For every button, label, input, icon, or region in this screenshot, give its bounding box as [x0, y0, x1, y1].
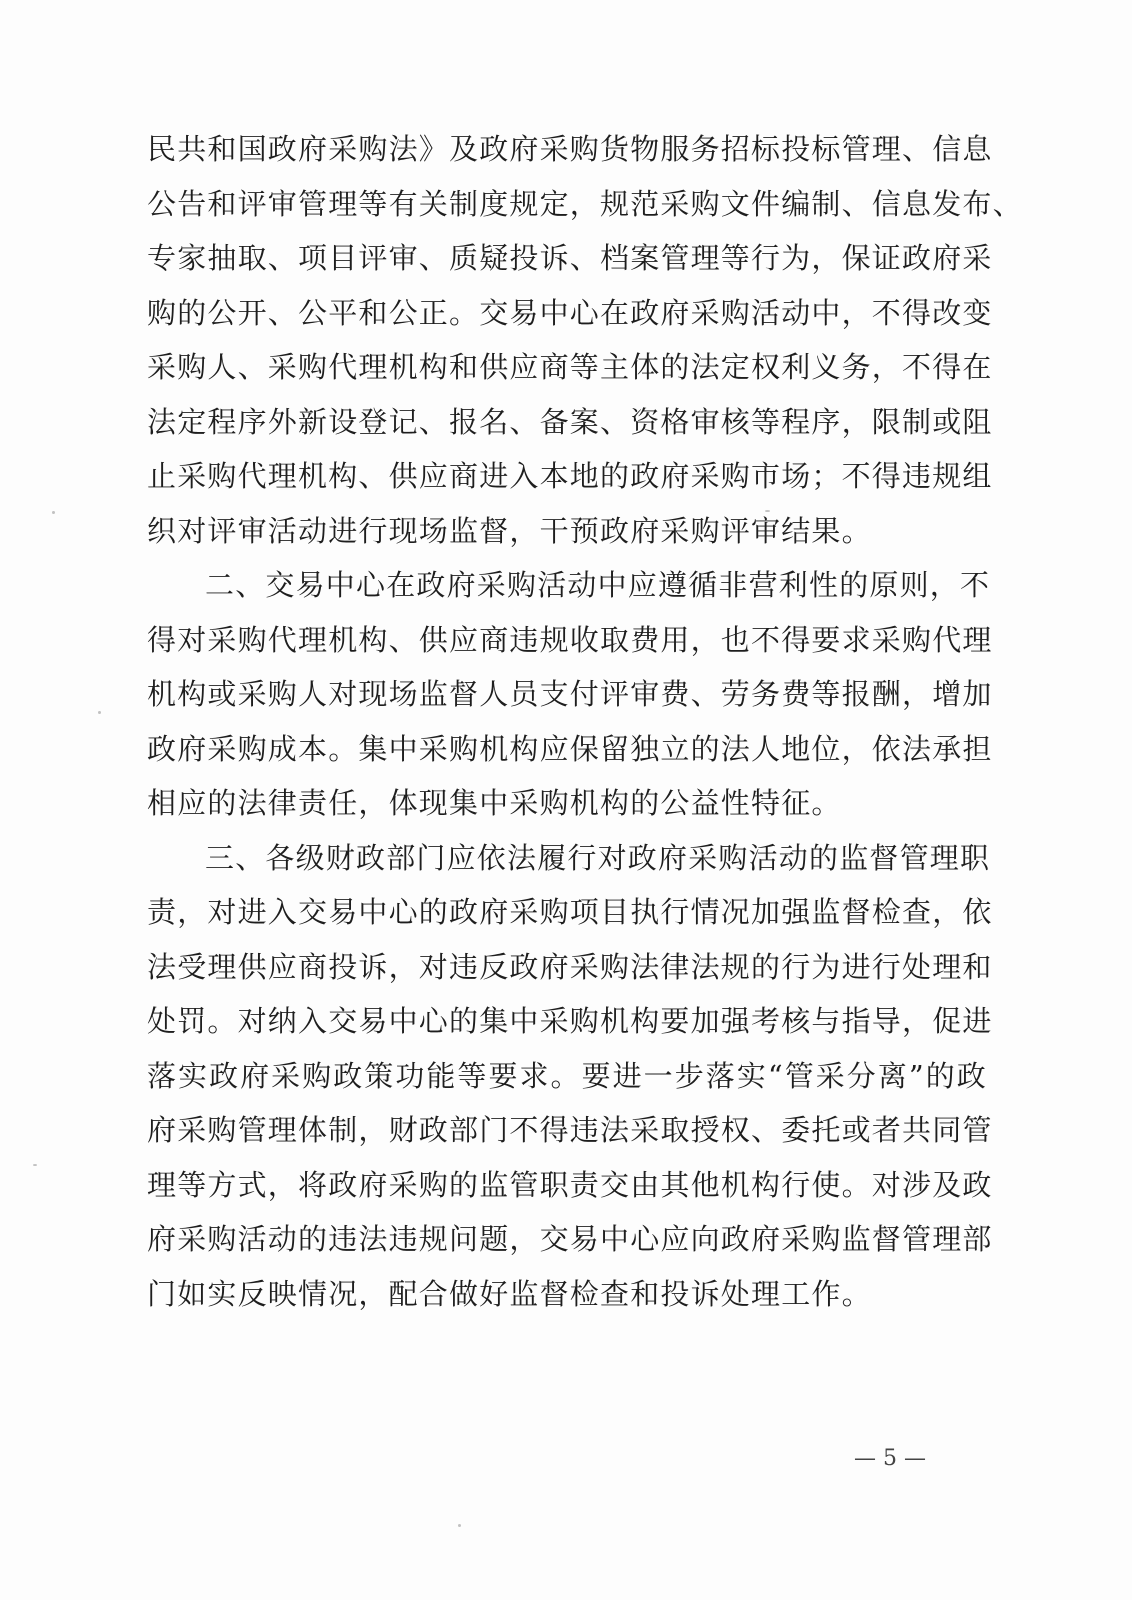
text-line: 法受理供应商投诉，对违反政府采购法律法规的行为进行处理和	[147, 949, 993, 984]
page-number: — 5 —	[854, 1446, 926, 1471]
text-line: 织对评审活动进行现场监督，干预政府采购评审结果。	[147, 513, 872, 548]
text-line: 门如实反映情况，配合做好监督检查和投诉处理工作。	[147, 1276, 872, 1311]
text-line: 机构或采购人对现场监督人员支付评审费、劳务费等报酬，增加	[147, 677, 993, 711]
text-line: 法定程序外新设登记、报名、备案、资格审核等程序，限制或阻	[147, 404, 993, 439]
text-line: 责，对进入交易中心的政府采购项目执行情况加强监督检查，依	[147, 895, 993, 929]
document-body	[147, 122, 1023, 1321]
paragraph-first-line: 二、交易中心在政府采购活动中应遵循非营利性的原则，不	[205, 568, 991, 602]
text-line: 政府采购成本。集中采购机构应保留独立的法人地位，依法承担	[147, 731, 993, 766]
text-line: 得对采购代理机构、供应商违规收取费用，也不得要求采购代理	[147, 622, 993, 657]
scan-speck	[33, 1164, 37, 1166]
text-line: 公告和评审管理等有关制度规定，规范采购文件编制、信息发布、	[147, 186, 1023, 221]
text-line: 理等方式，将政府采购的监管职责交由其他机构行使。对涉及政	[147, 1167, 993, 1202]
paragraph-first-line: 三、各级财政部门应依法履行对政府采购活动的监督管理职	[205, 840, 991, 875]
text-line: 处罚。对纳入交易中心的集中采购机构要加强考核与指导，促进	[147, 1004, 993, 1038]
scan-speck	[765, 510, 770, 512]
text-line: 止采购代理机构、供应商进入本地的政府采购市场；不得违规组	[147, 459, 993, 493]
scan-speck	[458, 1524, 461, 1527]
scan-speck	[98, 711, 101, 714]
text-line: 府采购活动的违法违规问题，交易中心应向政府采购监督管理部	[147, 1222, 993, 1256]
scan-speck	[52, 511, 55, 514]
text-line: 相应的法律责任，体现集中采购机构的公益性特征。	[147, 786, 842, 820]
text-line: 购的公开、公平和公正。交易中心在政府采购活动中，不得改变	[147, 295, 993, 330]
text-line: 府采购管理体制，财政部门不得违法采取授权、委托或者共同管	[147, 1113, 993, 1147]
text-line: 民共和国政府采购法》及政府采购货物服务招标投标管理、信息	[147, 132, 993, 166]
text-line: 采购人、采购代理机构和供应商等主体的法定权利义务，不得在	[147, 350, 993, 384]
text-line: 专家抽取、项目评审、质疑投诉、档案管理等行为，保证政府采	[147, 241, 993, 275]
text-line: 落实政府采购政策功能等要求。要进一步落实“管采分离”的政	[147, 1058, 987, 1093]
